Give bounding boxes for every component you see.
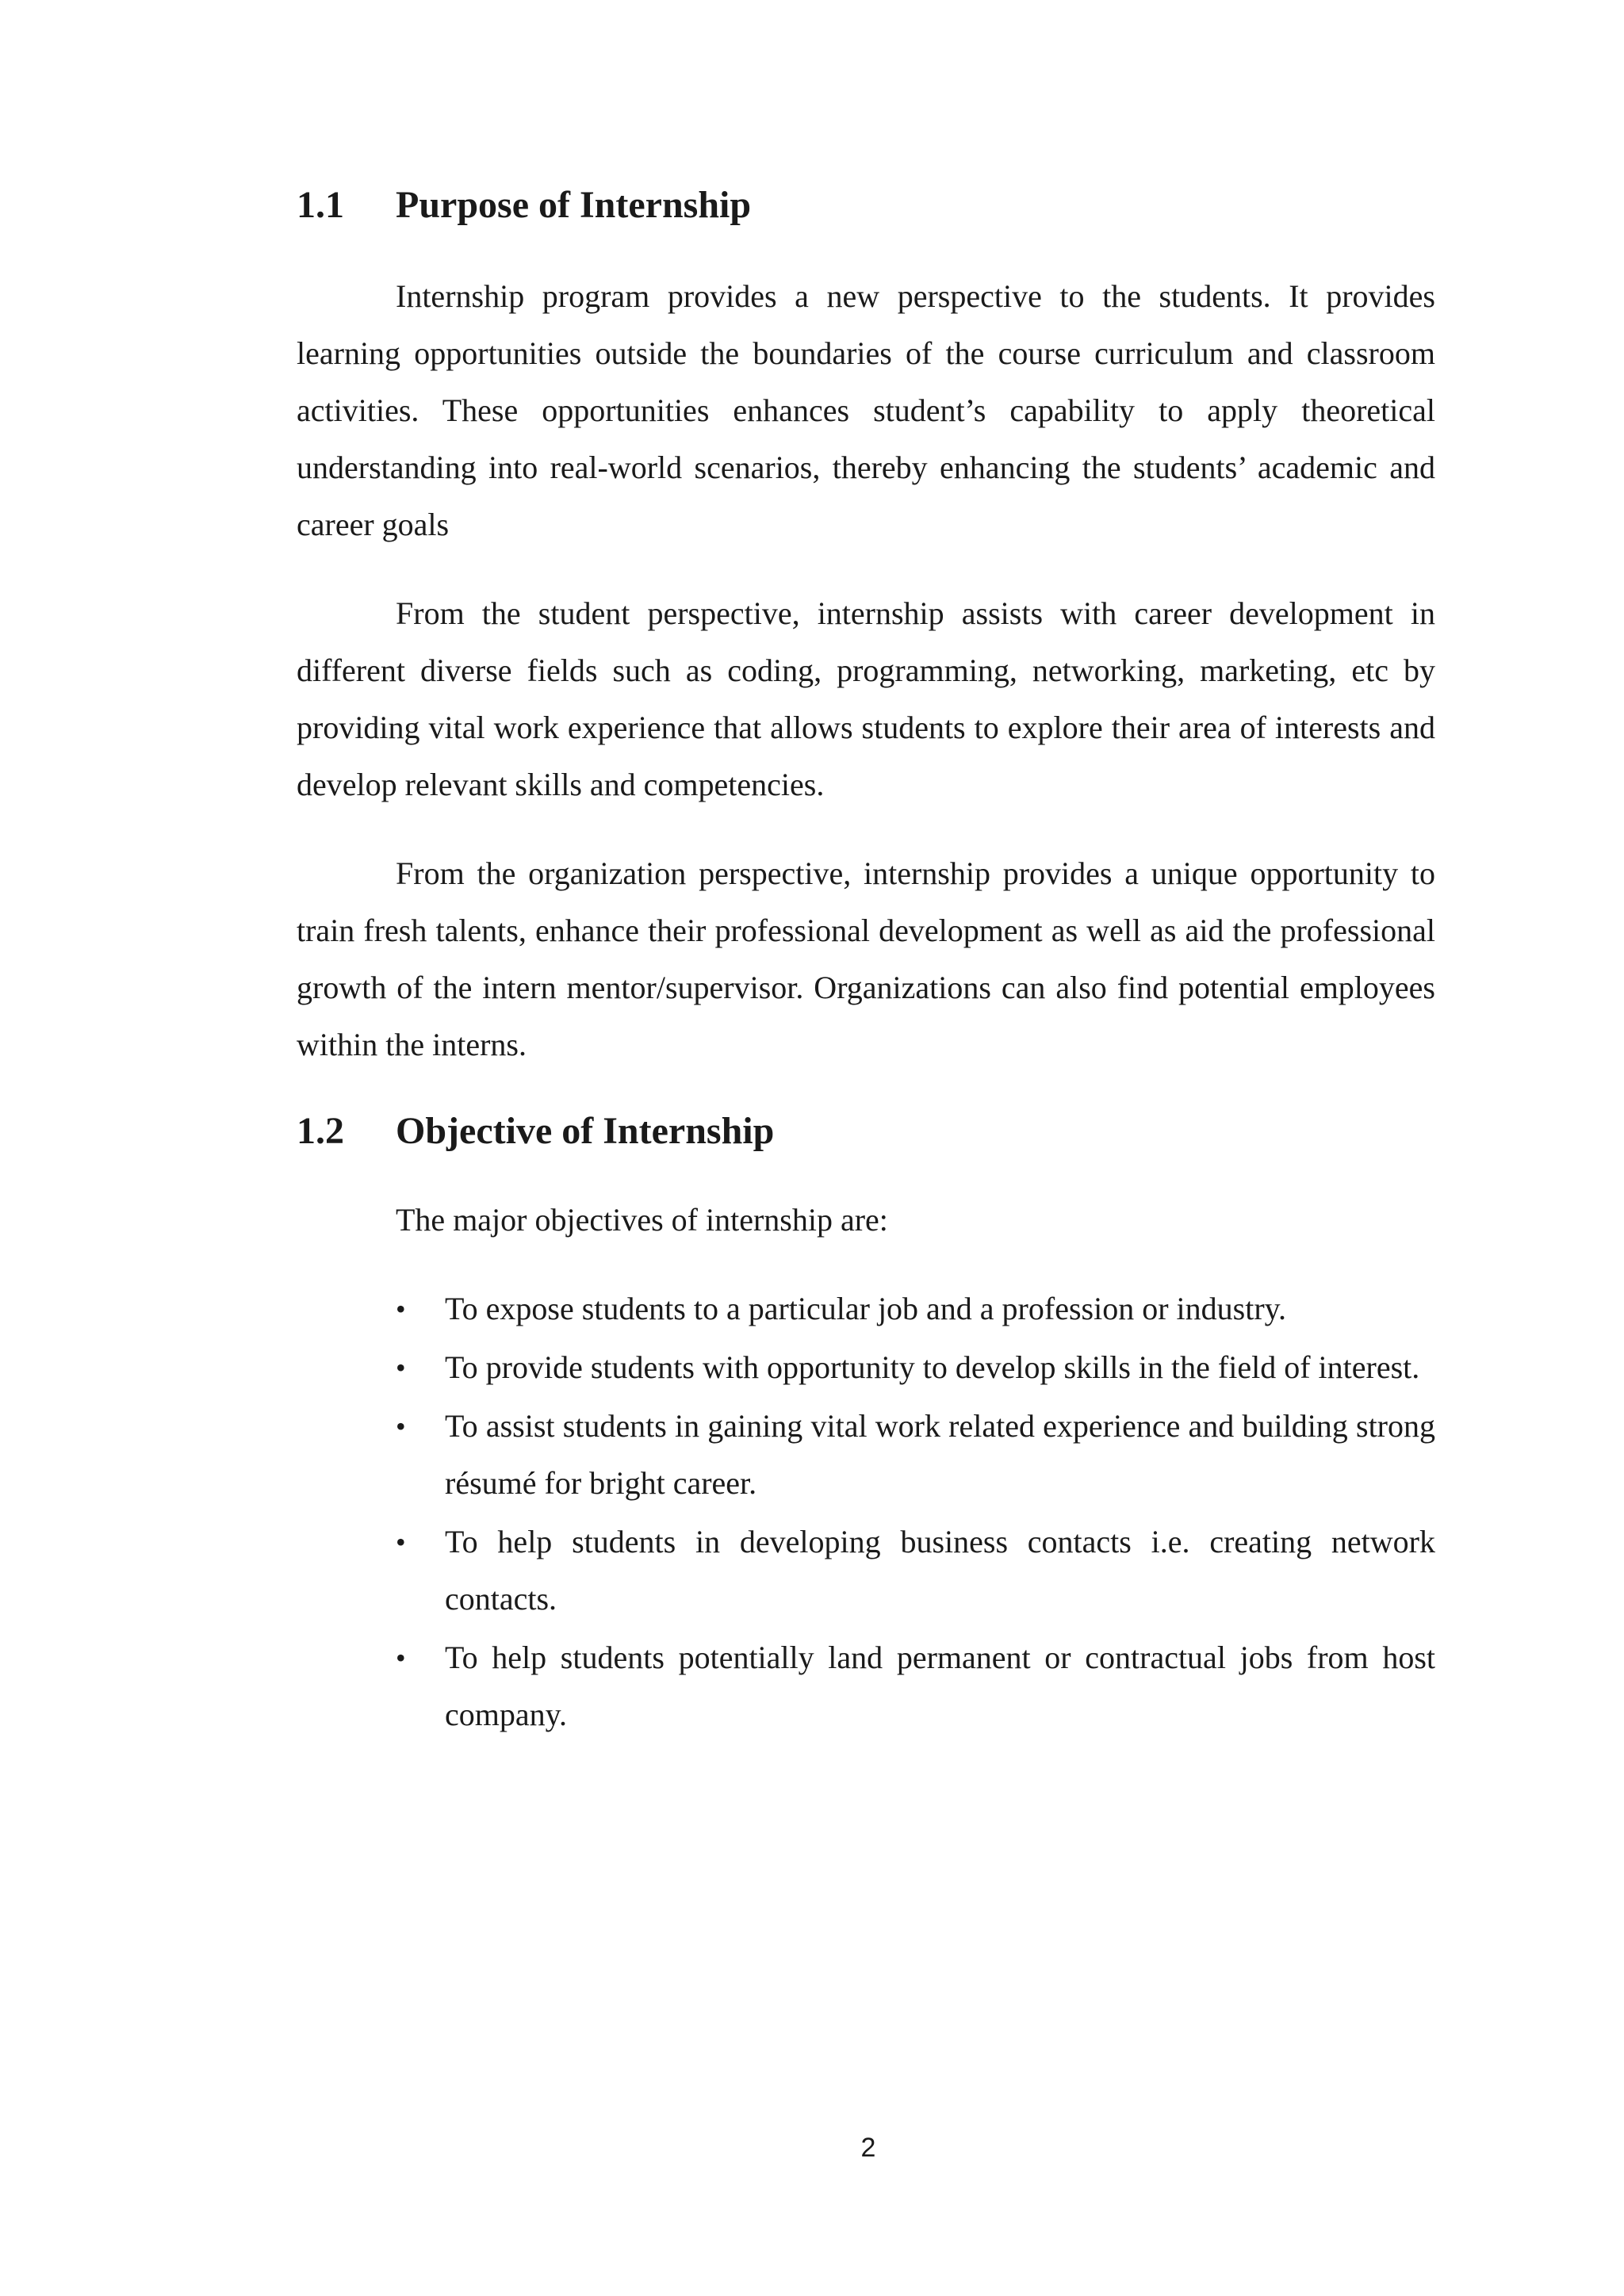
paragraph: From the student perspective, internship assists with career development in different diverse fields such as coding, programming, networking, marketing, etc by providing vital work experience that allows students to explore their area of interests and develop relevant skills and competencies.: [297, 595, 1435, 802]
page-content: [297, 182, 1435, 1745]
bullet-icon: •: [396, 1293, 406, 1326]
section-heading-purpose: [297, 182, 1435, 228]
bullet-icon: •: [396, 1642, 406, 1674]
paragraph: From the organization perspective, internship provides a unique opportunity to train fresh talents, enhance their professional development as well as aid the professional growth of the intern mentor/supervisor. Organizations can also find potential employees within the interns.: [297, 855, 1435, 1062]
bullet-icon: •: [396, 1526, 406, 1559]
list-item-text: To help students in developing business contacts i.e. creating network contacts.: [445, 1524, 1435, 1617]
page-number: 2: [860, 2133, 876, 2163]
bullet-icon: •: [396, 1352, 406, 1384]
objectives-intro: The major objectives of internship are:: [396, 1202, 888, 1238]
objectives-list: [297, 1280, 1435, 1743]
list-item-text: To expose students to a particular job and a profession or industry.: [445, 1291, 1287, 1327]
list-item-text: To help students potentially land permanent or contractual jobs from host company.: [445, 1640, 1435, 1733]
list-item: [396, 1629, 1435, 1743]
bullet-icon: •: [396, 1410, 406, 1443]
section-title: Purpose of Internship: [396, 184, 752, 226]
list-item-text: To provide students with opportunity to develop skills in the field of interest.: [445, 1349, 1420, 1386]
list-item: [396, 1513, 1435, 1628]
list-item: [396, 1339, 1435, 1396]
section-heading-objective: [297, 1108, 1435, 1154]
list-item: [396, 1280, 1435, 1337]
list-item-text: To assist students in gaining vital work related experience and building strong résumé for bright career.: [445, 1408, 1435, 1502]
paragraph: Internship program provides a new perspective to the students. It provides learning opportunities outside the boundaries of the course curriculum and classroom activities. These opportunities enhances student’s capability to apply theoretical understanding into real-world scenarios, thereby enhancing the students’ academic and career goals: [297, 277, 1435, 542]
section-title: Objective of Internship: [396, 1109, 775, 1152]
list-item: [396, 1398, 1435, 1512]
section-number: 1.2: [297, 1109, 344, 1152]
section-number: 1.1: [297, 184, 344, 226]
